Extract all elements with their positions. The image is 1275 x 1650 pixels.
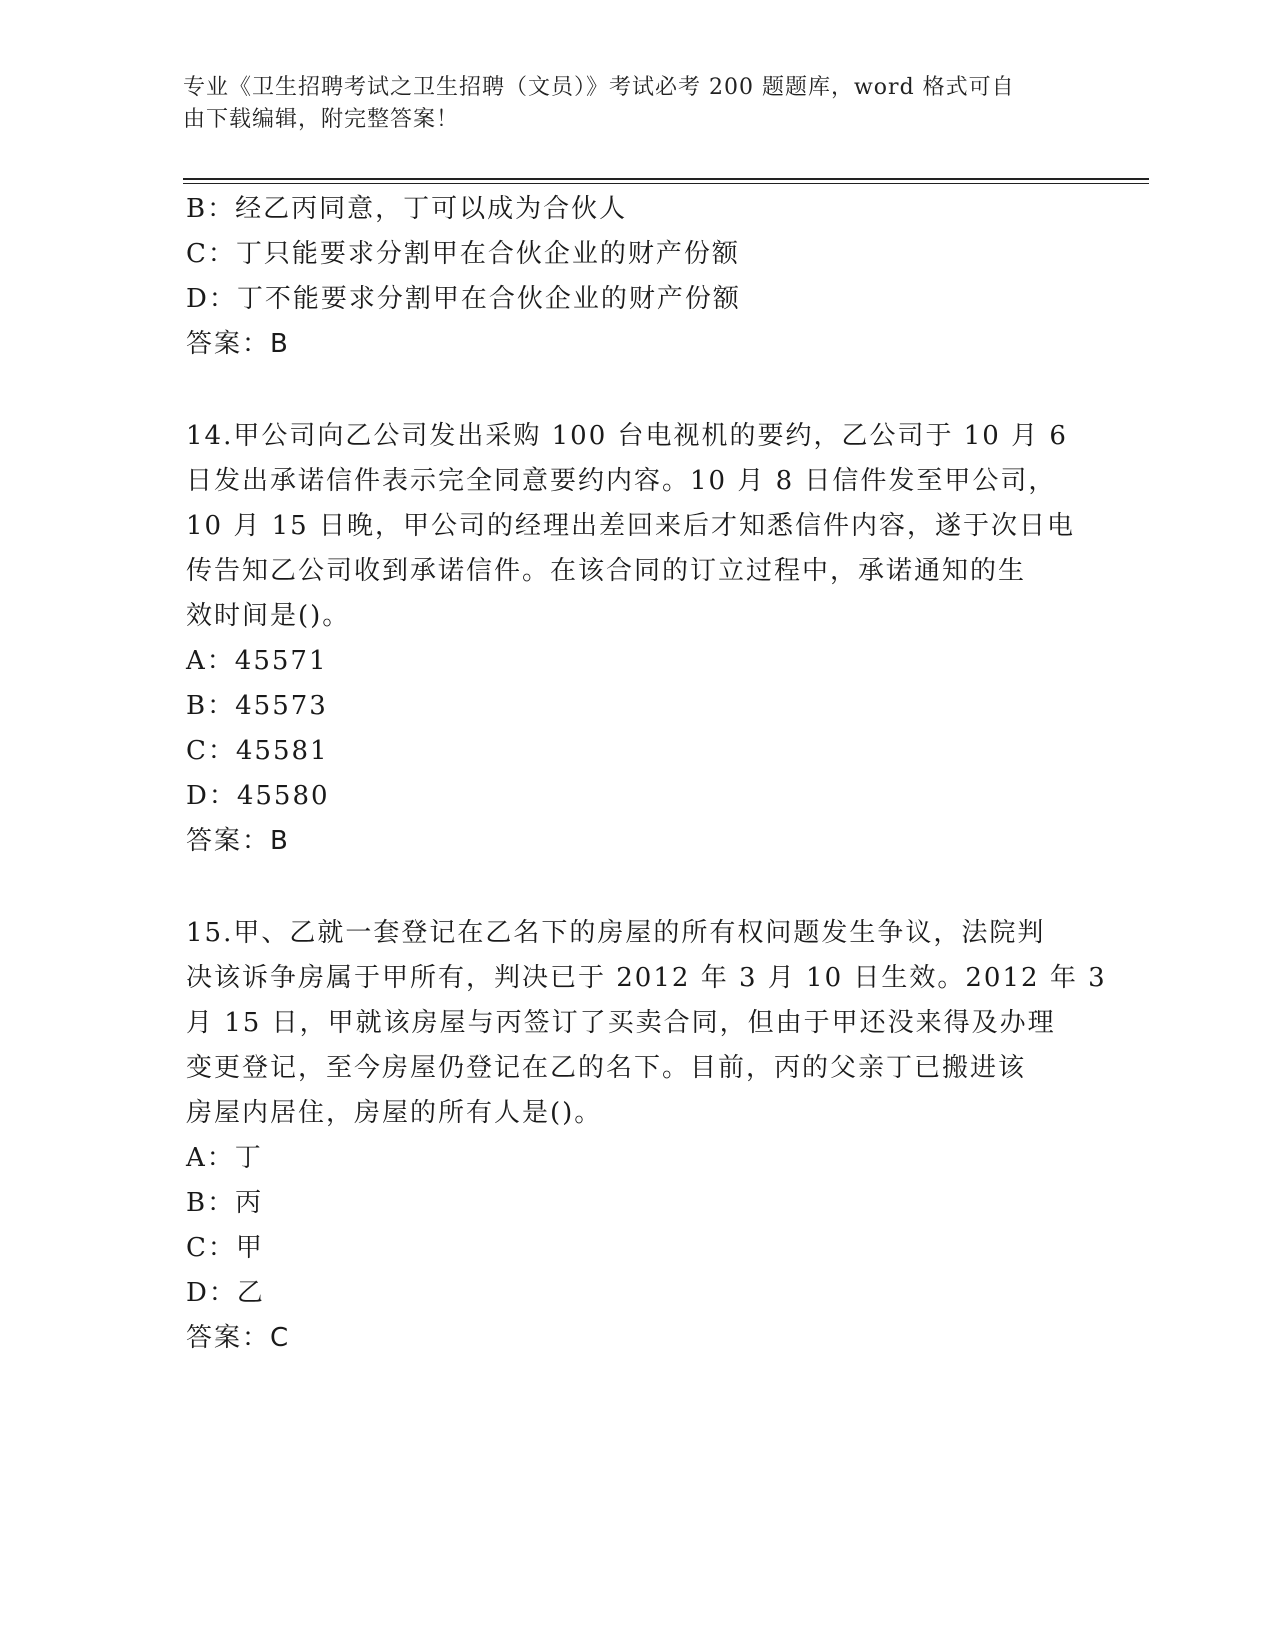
- option-c: C：45581: [186, 736, 329, 766]
- stem-line: 日发出承诺信件表示完全同意要约内容。10 月 8 日信件发至甲公司，: [186, 466, 1057, 496]
- stem-line: 决该诉争房属于甲所有，判决已于 2012 年 3 月 10 日生效。2012 年 3: [186, 963, 1107, 993]
- header-divider-thin: [183, 183, 1149, 184]
- document-body: [186, 187, 1107, 1361]
- document-header: [183, 72, 1063, 136]
- option-b: B：丙: [186, 1188, 264, 1218]
- answer-line: 答案：B: [186, 329, 290, 359]
- stem-line: 房屋内居住，房屋的所有人是()。: [186, 1098, 603, 1128]
- answer-line: 答案：B: [186, 826, 290, 856]
- header-line-1: 专业《卫生招聘考试之卫生招聘（文员）》考试必考 200 题题库，word 格式可自: [183, 75, 1015, 100]
- stem-line: 15.甲、乙就一套登记在乙名下的房屋的所有权问题发生争议，法院判: [186, 918, 1046, 948]
- stem-line: 传告知乙公司收到承诺信件。在该合同的订立过程中，承诺通知的生: [186, 556, 1027, 586]
- stem-line: 10 月 15 日晚，甲公司的经理出差回来后才知悉信件内容，遂于次日电: [186, 511, 1075, 541]
- option-c: C：丁只能要求分割甲在合伙企业的财产份额: [186, 239, 740, 269]
- stem-line: 月 15 日，甲就该房屋与丙签订了买卖合同，但由于甲还没来得及办理: [186, 1008, 1056, 1038]
- question-13-continuation: [186, 187, 1086, 367]
- question-stem: [186, 414, 1075, 639]
- option-a: A：丁: [186, 1143, 263, 1173]
- stem-line: 效时间是()。: [186, 601, 351, 631]
- option-c: C：甲: [186, 1233, 264, 1263]
- question-15: [186, 911, 1107, 1361]
- spacer: [186, 864, 1086, 911]
- header-divider-thick: [183, 178, 1149, 180]
- stem-line: 14.甲公司向乙公司发出采购 100 台电视机的要约，乙公司于 10 月 6: [186, 421, 1068, 451]
- option-a: A：45571: [186, 646, 328, 676]
- spacer: [186, 367, 1086, 414]
- header-line-2: 由下载编辑，附完整答案！: [183, 107, 460, 132]
- question-14: [186, 414, 1086, 864]
- answer-line: 答案：C: [186, 1323, 291, 1353]
- option-b: B：45573: [186, 691, 328, 721]
- option-d: D：45580: [186, 781, 330, 811]
- question-stem: [186, 911, 1107, 1136]
- option-d: D：丁不能要求分割甲在合伙企业的财产份额: [186, 284, 741, 314]
- option-d: D：乙: [186, 1278, 265, 1308]
- option-b: B：经乙丙同意，丁可以成为合伙人: [186, 194, 628, 224]
- stem-line: 变更登记，至今房屋仍登记在乙的名下。目前，丙的父亲丁已搬进该: [186, 1053, 1027, 1083]
